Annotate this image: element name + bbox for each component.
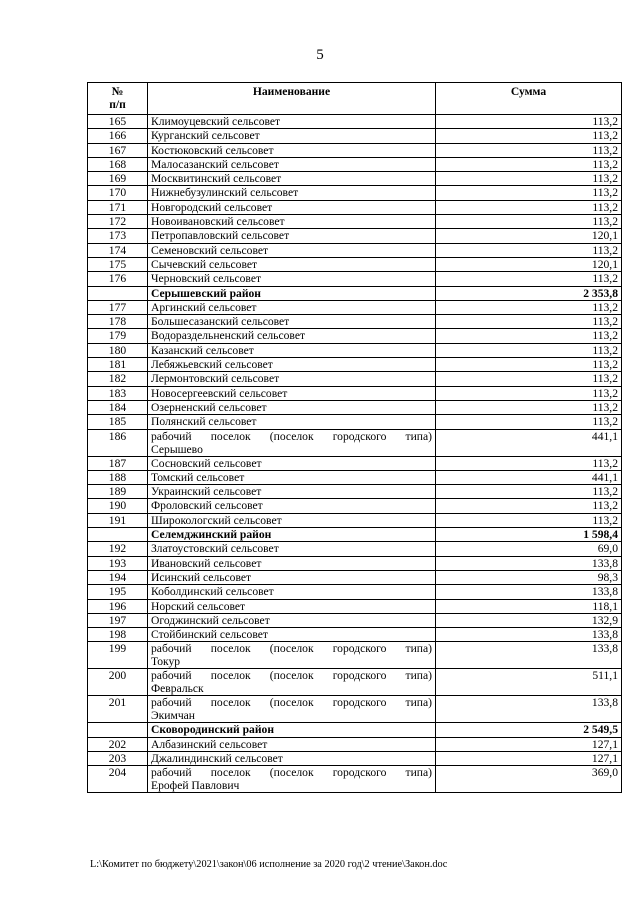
table-row (88, 456, 622, 470)
row-name: Лермонтовский сельсовет (148, 372, 436, 386)
row-number: 199 (88, 642, 148, 669)
row-number: 170 (88, 186, 148, 200)
row-name: Новгородский сельсовет (148, 200, 436, 214)
table-row (88, 470, 622, 484)
header-num-line2: п/п (109, 98, 126, 111)
row-number: 167 (88, 143, 148, 157)
row-name (148, 642, 436, 669)
row-sum: 113,2 (436, 272, 622, 286)
row-sum: 132,9 (436, 613, 622, 627)
row-number: 190 (88, 499, 148, 513)
row-number: 175 (88, 257, 148, 271)
row-name: Новоивановский сельсовет (148, 215, 436, 229)
table-row (88, 556, 622, 570)
row-name: Москвитинский сельсовет (148, 172, 436, 186)
row-number: 181 (88, 358, 148, 372)
row-sum: 120,1 (436, 257, 622, 271)
row-number: 176 (88, 272, 148, 286)
row-number: 187 (88, 456, 148, 470)
table-row (88, 243, 622, 257)
table-row (88, 642, 622, 669)
row-name: Петропавловский сельсовет (148, 229, 436, 243)
row-sum: 118,1 (436, 599, 622, 613)
row-sum: 113,2 (436, 243, 622, 257)
row-sum: 127,1 (436, 737, 622, 751)
row-number: 192 (88, 542, 148, 556)
row-sum: 98,3 (436, 570, 622, 584)
table-row (88, 751, 622, 765)
row-sum: 133,8 (436, 642, 622, 669)
row-name: Златоустовский сельсовет (148, 542, 436, 556)
row-number: 178 (88, 315, 148, 329)
row-sum: 133,8 (436, 585, 622, 599)
row-number: 195 (88, 585, 148, 599)
row-number: 191 (88, 513, 148, 527)
page-number: 5 (316, 47, 324, 63)
row-number: 165 (88, 115, 148, 129)
table-row (88, 570, 622, 584)
row-name: Озерненский сельсовет (148, 400, 436, 414)
table-header-row (88, 83, 622, 115)
table-row (88, 143, 622, 157)
row-number: 197 (88, 613, 148, 627)
row-name: Сосновский сельсовет (148, 456, 436, 470)
row-name: Норский сельсовет (148, 599, 436, 613)
district-row (88, 723, 622, 737)
row-number: 202 (88, 737, 148, 751)
row-sum: 511,1 (436, 669, 622, 696)
table-row (88, 115, 622, 129)
table-row (88, 513, 622, 527)
table-body (88, 115, 622, 793)
row-name: Аргинский сельсовет (148, 300, 436, 314)
district-row (88, 528, 622, 542)
row-sum: 369,0 (436, 766, 622, 793)
row-name-line1: рабочий поселок (поселок городского типа) (151, 669, 432, 683)
row-name-line1: рабочий поселок (поселок городского типа) (151, 642, 432, 656)
row-sum: 113,2 (436, 456, 622, 470)
row-sum: 113,2 (436, 172, 622, 186)
header-sum: Сумма (436, 83, 622, 115)
row-name: Огоджинский сельсовет (148, 613, 436, 627)
table-row (88, 696, 622, 723)
table-row (88, 257, 622, 271)
row-number: 182 (88, 372, 148, 386)
row-number: 183 (88, 386, 148, 400)
row-name: Украинский сельсовет (148, 485, 436, 499)
row-name: Томский сельсовет (148, 470, 436, 484)
row-number: 203 (88, 751, 148, 765)
row-sum: 113,2 (436, 300, 622, 314)
row-number: 188 (88, 470, 148, 484)
table-row (88, 229, 622, 243)
table-row (88, 129, 622, 143)
row-sum: 69,0 (436, 542, 622, 556)
row-name (148, 766, 436, 793)
header-name: Наименование (148, 83, 436, 115)
row-number: 198 (88, 628, 148, 642)
row-number: 189 (88, 485, 148, 499)
table-row (88, 628, 622, 642)
row-number: 173 (88, 229, 148, 243)
row-name-line2: Февральск (151, 682, 204, 696)
row-number: 172 (88, 215, 148, 229)
row-sum: 113,2 (436, 372, 622, 386)
district-row (88, 286, 622, 300)
row-name-line1: рабочий поселок (поселок городского типа) (151, 766, 432, 780)
row-name: Казанский сельсовет (148, 343, 436, 357)
row-name-line2: Ерофей Павлович (151, 779, 240, 793)
row-name-line2: Серышево (151, 442, 203, 456)
table-row (88, 415, 622, 429)
row-name: Нижнебузулинский сельсовет (148, 186, 436, 200)
district-name: Селемджинский район (148, 528, 436, 542)
row-number: 174 (88, 243, 148, 257)
row-sum: 113,2 (436, 513, 622, 527)
row-sum: 113,2 (436, 358, 622, 372)
row-sum: 113,2 (436, 129, 622, 143)
row-sum: 113,2 (436, 485, 622, 499)
table-row (88, 200, 622, 214)
row-number: 184 (88, 400, 148, 414)
row-name: Полянский сельсовет (148, 415, 436, 429)
table-row (88, 157, 622, 171)
row-name: Стойбинский сельсовет (148, 628, 436, 642)
table-row (88, 585, 622, 599)
row-sum: 113,2 (436, 315, 622, 329)
row-name: Албазинский сельсовет (148, 737, 436, 751)
row-name (148, 669, 436, 696)
row-name-line2: Токур (151, 655, 181, 669)
file-path-footer: L:\Комитет по бюджету\2021\закон\06 исполнение за 2020 год\2 чтение\Закон.doc (90, 859, 448, 870)
row-name (148, 696, 436, 723)
table-row (88, 669, 622, 696)
row-number: 169 (88, 172, 148, 186)
table-row (88, 329, 622, 343)
row-sum: 113,2 (436, 415, 622, 429)
district-name: Серышевский район (148, 286, 436, 300)
row-sum: 113,2 (436, 329, 622, 343)
table-row (88, 172, 622, 186)
row-sum: 113,2 (436, 115, 622, 129)
row-number: 196 (88, 599, 148, 613)
row-name: Исинский сельсовет (148, 570, 436, 584)
table-row (88, 315, 622, 329)
row-number: 201 (88, 696, 148, 723)
row-name: Широкологский сельсовет (148, 513, 436, 527)
row-number: 200 (88, 669, 148, 696)
table-row (88, 542, 622, 556)
row-sum: 133,8 (436, 628, 622, 642)
row-number: 193 (88, 556, 148, 570)
table-row (88, 386, 622, 400)
row-name: Малосазанский сельсовет (148, 157, 436, 171)
row-number (88, 723, 148, 737)
header-num-line1: № (111, 85, 124, 98)
row-number: 166 (88, 129, 148, 143)
row-sum: 441,1 (436, 470, 622, 484)
row-number (88, 528, 148, 542)
row-number: 179 (88, 329, 148, 343)
row-name: Новосергеевский сельсовет (148, 386, 436, 400)
row-number: 186 (88, 429, 148, 456)
row-name: Семеновский сельсовет (148, 243, 436, 257)
row-name: Коболдинский сельсовет (148, 585, 436, 599)
row-number: 168 (88, 157, 148, 171)
budget-table (87, 82, 622, 793)
row-name: Водораздельненский сельсовет (148, 329, 436, 343)
row-sum: 113,2 (436, 386, 622, 400)
table-row (88, 215, 622, 229)
row-name-line1: рабочий поселок (поселок городского типа) (151, 429, 432, 443)
row-number: 177 (88, 300, 148, 314)
row-name: Большесазанский сельсовет (148, 315, 436, 329)
table-row (88, 272, 622, 286)
table-row (88, 372, 622, 386)
row-sum: 441,1 (436, 429, 622, 456)
row-number: 180 (88, 343, 148, 357)
table-row (88, 485, 622, 499)
table-row (88, 358, 622, 372)
district-name: Сковородинский район (148, 723, 436, 737)
table-row (88, 737, 622, 751)
row-name: Фроловский сельсовет (148, 499, 436, 513)
row-sum: 133,8 (436, 556, 622, 570)
district-sum: 2 353,8 (436, 286, 622, 300)
table-row (88, 300, 622, 314)
table-row (88, 429, 622, 456)
row-sum: 113,2 (436, 499, 622, 513)
row-name: Климоуцевский сельсовет (148, 115, 436, 129)
row-sum: 120,1 (436, 229, 622, 243)
row-name-line1: рабочий поселок (поселок городского типа) (151, 696, 432, 710)
row-sum: 127,1 (436, 751, 622, 765)
district-sum: 1 598,4 (436, 528, 622, 542)
row-name: Ивановский сельсовет (148, 556, 436, 570)
row-sum: 113,2 (436, 157, 622, 171)
row-number: 171 (88, 200, 148, 214)
row-name (148, 429, 436, 456)
row-number: 204 (88, 766, 148, 793)
row-number: 185 (88, 415, 148, 429)
header-num (88, 83, 148, 115)
row-name-line2: Экимчан (151, 709, 196, 723)
table-row (88, 599, 622, 613)
row-sum: 133,8 (436, 696, 622, 723)
table-row (88, 343, 622, 357)
row-sum: 113,2 (436, 200, 622, 214)
table-row (88, 186, 622, 200)
row-number (88, 286, 148, 300)
row-name: Черновский сельсовет (148, 272, 436, 286)
row-sum: 113,2 (436, 400, 622, 414)
table-row (88, 613, 622, 627)
row-sum: 113,2 (436, 215, 622, 229)
row-name: Курганский сельсовет (148, 129, 436, 143)
table-row (88, 400, 622, 414)
district-sum: 2 549,5 (436, 723, 622, 737)
table-row (88, 499, 622, 513)
table-row (88, 766, 622, 793)
row-sum: 113,2 (436, 143, 622, 157)
row-name: Лебяжьевский сельсовет (148, 358, 436, 372)
row-number: 194 (88, 570, 148, 584)
row-name: Сычевский сельсовет (148, 257, 436, 271)
row-sum: 113,2 (436, 186, 622, 200)
row-name: Джалиндинский сельсовет (148, 751, 436, 765)
row-sum: 113,2 (436, 343, 622, 357)
row-name: Костюковский сельсовет (148, 143, 436, 157)
